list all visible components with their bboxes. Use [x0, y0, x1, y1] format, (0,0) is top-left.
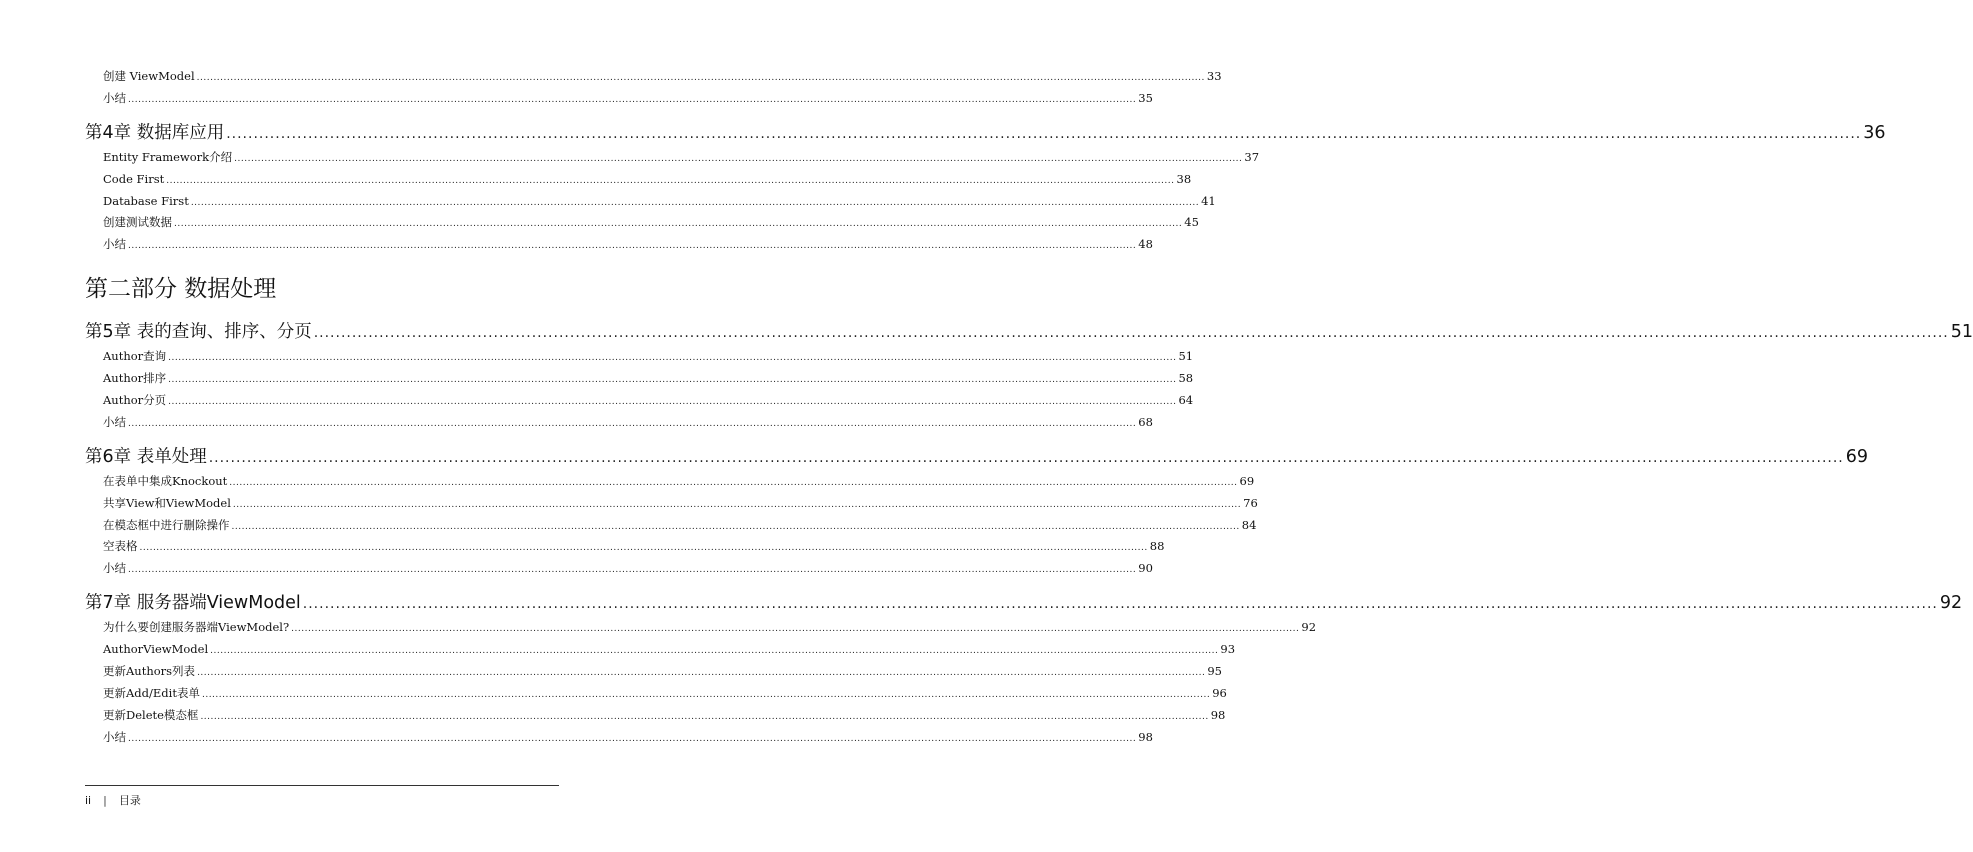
toc-entry-page: 58	[1178, 371, 1194, 386]
toc-entry-label: 更新Authors列表	[103, 664, 196, 679]
toc-entry[interactable]	[85, 88, 1153, 110]
toc-entry-page: 92	[1301, 620, 1317, 635]
toc-entry-label: Author排序	[103, 371, 167, 386]
toc-entry-page: 96	[1212, 685, 1227, 700]
toc-entry[interactable]	[85, 234, 1153, 256]
toc-entry[interactable]	[85, 212, 1199, 234]
toc-entry-label: Entity Framework介绍	[103, 149, 233, 164]
chapter-5-section	[85, 318, 1973, 434]
chapter-title: 第5章 表的查询、排序、分页	[85, 322, 312, 343]
dot-leader: ............................................................................................................................................................................................................................................................................................................	[201, 689, 1211, 700]
toc-entry-label: 空表格	[103, 539, 138, 554]
chapter-7-section	[85, 589, 1963, 748]
toc-entry-label: 更新Delete模态框	[103, 707, 199, 722]
dot-leader: ............................................................................................................................................................................................................................................................................................................	[208, 449, 1844, 466]
toc-entry-page: 48	[1138, 237, 1153, 252]
dot-leader: ............................................................................................................................................................................................................................................................................................................	[168, 397, 1177, 408]
toc-entry[interactable]	[85, 346, 1194, 368]
toc-entry[interactable]	[85, 661, 1222, 683]
chapter-page: 92	[1939, 593, 1963, 614]
toc-entry[interactable]	[85, 515, 1257, 537]
footer-line	[85, 792, 559, 808]
dot-leader: ............................................................................................................................................................................................................................................................................................................	[313, 325, 1949, 342]
toc-entry-label: 小结	[103, 237, 126, 252]
toc-entry-label: Code First	[103, 171, 165, 186]
toc-entry-page: 98	[1210, 707, 1226, 722]
toc-entry[interactable]	[85, 683, 1227, 705]
chapter-page: 36	[1863, 122, 1886, 143]
toc-entry-page: 76	[1243, 495, 1258, 510]
toc-entry-page: 38	[1176, 171, 1192, 186]
toc-entry[interactable]	[85, 368, 1194, 390]
page-number: ii	[85, 793, 92, 807]
footer-separator: |	[103, 793, 107, 807]
toc-entry-page: 33	[1206, 69, 1222, 83]
toc-entry-label: 小结	[103, 90, 126, 105]
toc-entry[interactable]	[85, 412, 1153, 434]
dot-leader: ............................................................................................................................................................................................................................................................................................................	[128, 241, 1137, 252]
toc-entry-page: 84	[1241, 517, 1257, 532]
chapter-heading[interactable]	[85, 589, 1963, 617]
toc-entry-page: 35	[1138, 90, 1153, 105]
dot-leader: ............................................................................................................................................................................................................................................................................................................	[234, 153, 1243, 164]
dot-leader: ............................................................................................................................................................................................................................................................................................................	[231, 521, 1240, 532]
dot-leader: ............................................................................................................................................................................................................................................................................................................	[128, 733, 1137, 744]
dot-leader: ............................................................................................................................................................................................................................................................................................................	[168, 375, 1177, 386]
toc-entry-page: 69	[1239, 473, 1255, 488]
chapter-title: 第4章 数据库应用	[85, 122, 225, 143]
toc-entry-page: 88	[1149, 539, 1165, 554]
toc-entry-label: 小结	[103, 729, 126, 744]
dot-leader: ............................................................................................................................................................................................................................................................................................................	[128, 94, 1137, 105]
toc-entry-label: 创建测试数据	[103, 215, 172, 230]
toc-entry-label: AuthorViewModel	[103, 642, 209, 657]
toc-entry-page: 41	[1201, 193, 1216, 208]
chapter-page: 69	[1845, 446, 1869, 467]
dot-leader: ............................................................................................................................................................................................................................................................................................................	[232, 499, 1242, 510]
toc-entry-page: 90	[1138, 561, 1153, 576]
dot-leader: ............................................................................................................................................................................................................................................................................................................	[302, 596, 1938, 613]
toc-entry-page: 93	[1220, 642, 1236, 657]
chapter-heading[interactable]	[85, 318, 1973, 346]
toc-entry-label: 更新Add/Edit表单	[103, 685, 200, 700]
toc-entry-label: Author分页	[103, 393, 167, 408]
chapter-6-section	[85, 443, 1869, 580]
toc-entry[interactable]	[85, 169, 1192, 191]
part-heading: 第二部分 数据处理	[85, 276, 277, 303]
toc-entry-page: 98	[1138, 729, 1153, 744]
toc-entry[interactable]	[85, 727, 1153, 749]
dot-leader: ............................................................................................................................................................................................................................................................................................................	[174, 219, 1183, 230]
chapter-heading[interactable]	[85, 119, 1886, 147]
chapter-heading[interactable]	[85, 443, 1869, 471]
toc-entry[interactable]	[85, 147, 1260, 169]
toc-entry-page: 64	[1178, 393, 1194, 408]
toc-entry-page: 95	[1207, 664, 1222, 679]
toc-entry-label: 小结	[103, 414, 126, 429]
dot-leader: ............................................................................................................................................................................................................................................................................................................	[128, 565, 1137, 576]
dot-leader: ............................................................................................................................................................................................................................................................................................................	[291, 624, 1300, 635]
toc-entry-page: 45	[1184, 215, 1199, 230]
dot-leader: ............................................................................................................................................................................................................................................................................................................	[200, 711, 1209, 722]
toc-entry[interactable]	[85, 390, 1194, 412]
dot-leader: ............................................................................................................................................................................................................................................................................................................	[139, 543, 1148, 554]
toc-entry[interactable]	[85, 617, 1317, 639]
toc-entry-label: Author查询	[103, 349, 167, 364]
toc-entry-label: 创建 ViewModel	[103, 69, 195, 83]
footer-rule	[85, 785, 559, 786]
chapter-page: 51	[1950, 322, 1973, 343]
toc-entry[interactable]	[85, 558, 1153, 580]
dot-leader: ............................................................................................................................................................................................................................................................................................................	[128, 418, 1137, 429]
toc-entry-label: 共享View和ViewModel	[103, 495, 231, 510]
toc-entry[interactable]	[85, 66, 1222, 88]
toc-entry-page: 68	[1138, 414, 1153, 429]
dot-leader: ............................................................................................................................................................................................................................................................................................................	[210, 646, 1219, 657]
dot-leader: ............................................................................................................................................................................................................................................................................................................	[229, 477, 1238, 488]
table-of-contents	[85, 66, 1973, 749]
dot-leader: ............................................................................................................................................................................................................................................................................................................	[196, 73, 1205, 83]
toc-entry[interactable]	[85, 536, 1165, 558]
page-footer	[85, 785, 559, 808]
toc-entry-label: 小结	[103, 561, 126, 576]
toc-entry[interactable]	[85, 493, 1258, 515]
chapter-title: 第7章 服务器端ViewModel	[85, 593, 301, 614]
toc-entry-page: 51	[1178, 349, 1194, 364]
toc-entry[interactable]	[85, 191, 1216, 213]
toc-entry[interactable]	[85, 639, 1236, 661]
toc-entry-label: Database First	[103, 193, 189, 208]
dot-leader: ............................................................................................................................................................................................................................................................................................................	[168, 353, 1177, 364]
toc-entry-label: 在表单中集成Knockout	[103, 473, 228, 488]
dot-leader: ............................................................................................................................................................................................................................................................................................................	[226, 125, 1862, 142]
section-name: 目录	[118, 794, 141, 807]
pre-entries	[85, 66, 1222, 110]
dot-leader: ............................................................................................................................................................................................................................................................................................................	[166, 175, 1175, 186]
toc-entry-label: 为什么要创建服务器端ViewModel?	[103, 620, 290, 635]
dot-leader: ............................................................................................................................................................................................................................................................................................................	[197, 668, 1206, 679]
chapter-4-section	[85, 119, 1886, 256]
chapter-title: 第6章 表单处理	[85, 446, 207, 467]
dot-leader: ............................................................................................................................................................................................................................................................................................................	[190, 197, 1200, 208]
toc-entry[interactable]	[85, 705, 1226, 727]
toc-entry-page: 37	[1244, 149, 1260, 164]
toc-entry-label: 在模态框中进行删除操作	[103, 517, 230, 532]
toc-entry[interactable]	[85, 471, 1255, 493]
